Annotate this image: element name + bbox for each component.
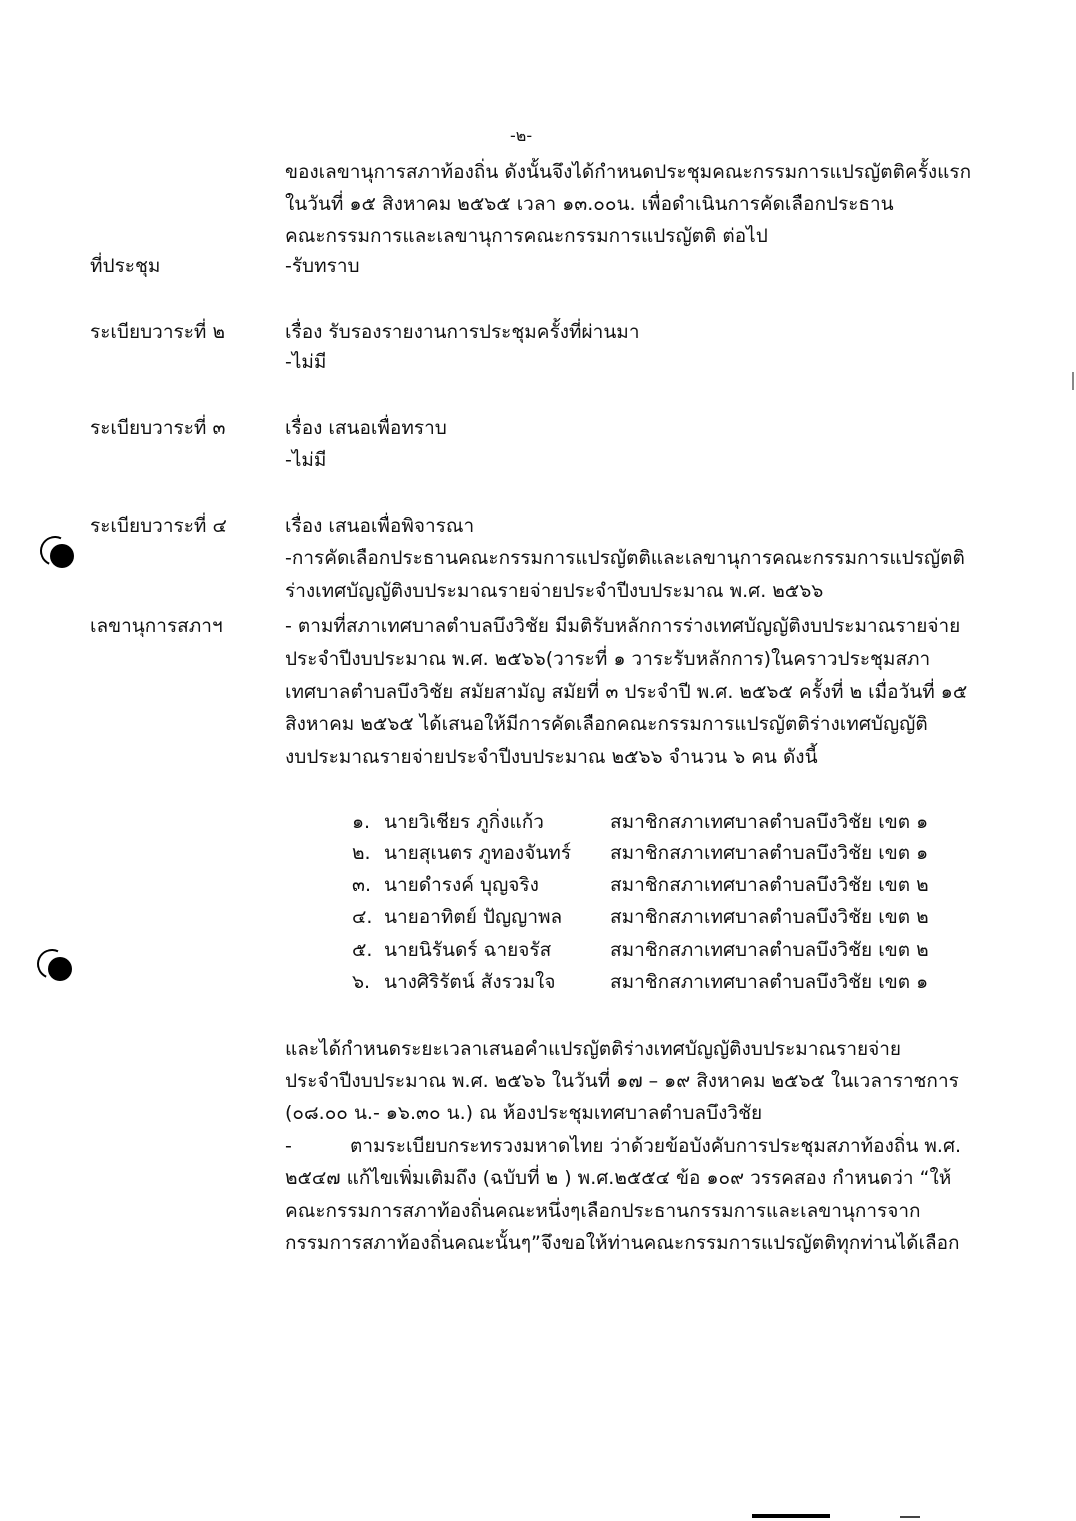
intro-line: ในวันที่ ๑๕ สิงหาคม ๒๕๖๕ เวลา ๑๓.๐๐น. เพื่อดำเนินการคัดเลือกประธาน [285, 193, 894, 215]
regulation-dash: - [285, 1135, 292, 1157]
member-number: ๔. [352, 906, 373, 928]
member-position: สมาชิกสภาเทศบาลตำบลบึงวิชัย เขต ๑ [610, 842, 929, 864]
meeting-label: ที่ประชุม [90, 255, 161, 277]
footer-rule [752, 1514, 830, 1518]
intro-line: ของเลขานุการสภาท้องถิ่น ดังนั้นจึงได้กำหนดประชุมคณะกรรมการแปรญัตติครั้งแรก [285, 161, 972, 183]
agenda-2-note: -ไม่มี [285, 351, 327, 373]
agenda-4-title: เรื่อง เสนอเพื่อพิจารณา [285, 515, 475, 537]
member-name: นายวิเชียร ภูกิ่งแก้ว [384, 811, 544, 833]
footer-mark [900, 1516, 920, 1518]
secretary-label: เลขานุการสภาฯ [90, 615, 223, 637]
closing-line: (๐๘.๐๐ น.- ๑๖.๓๐ น.) ณ ห้องประชุมเทศบาลตำบลบึงวิชัย [285, 1102, 763, 1124]
member-name: นายดำรงค์ บุญจริง [384, 874, 539, 896]
regulation-line: กรรมการสภาท้องถิ่นคณะนั้นๆ”จึงขอให้ท่านคณะกรรมการแปรญัตติทุกท่านได้เลือก [285, 1232, 960, 1254]
meeting-text: -รับทราบ [285, 255, 360, 277]
agenda-4-label: ระเบียบวาระที่ ๔ [90, 515, 227, 537]
agenda-4-line: ร่างเทศบัญญัติงบประมาณรายจ่ายประจำปีงบประมาณ พ.ศ. ๒๕๖๖ [285, 580, 824, 602]
regulation-line: ตามระเบียบกระทรวงมหาดไทย ว่าด้วยข้อบังคับการประชุมสภาท้องถิ่น พ.ศ. [350, 1135, 962, 1157]
edge-scan-mark [1072, 372, 1074, 390]
page-number: -๒- [510, 126, 533, 145]
agenda-2-label: ระเบียบวาระที่ ๒ [90, 321, 225, 343]
secretary-line: งบประมาณรายจ่ายประจำปีงบประมาณ ๒๕๖๖ จำนวน ๖ คน ดังนี้ [285, 746, 818, 768]
member-name: นายสุเนตร ภูทองจันทร์ [384, 842, 572, 864]
member-number: ๒. [352, 842, 371, 864]
member-position: สมาชิกสภาเทศบาลตำบลบึงวิชัย เขต ๑ [610, 811, 929, 833]
secretary-line: สิงหาคม ๒๕๖๕ ได้เสนอให้มีการคัดเลือกคณะกรรมการแปรญัตติร่างเทศบัญญัติ [285, 713, 928, 735]
member-position: สมาชิกสภาเทศบาลตำบลบึงวิชัย เขต ๒ [610, 906, 929, 928]
member-number: ๖. [352, 971, 371, 993]
member-number: ๓. [352, 874, 372, 896]
closing-line: ประจำปีงบประมาณ พ.ศ. ๒๕๖๖ ในวันที่ ๑๗ – ๑๙ สิงหาคม ๒๕๖๕ ในเวลาราชการ [285, 1070, 959, 1092]
agenda-3-note: -ไม่มี [285, 449, 327, 471]
member-position: สมาชิกสภาเทศบาลตำบลบึงวิชัย เขต ๒ [610, 939, 929, 961]
secretary-line: - ตามที่สภาเทศบาลตำบลบึงวิชัย มีมติรับหลักการร่างเทศบัญญัติงบประมาณรายจ่าย [285, 615, 961, 637]
agenda-2-title: เรื่อง รับรองรายงานการประชุมครั้งที่ผ่านมา [285, 321, 640, 343]
member-position: สมาชิกสภาเทศบาลตำบลบึงวิชัย เขต ๑ [610, 971, 929, 993]
agenda-3-title: เรื่อง เสนอเพื่อทราบ [285, 417, 447, 439]
secretary-line: ประจำปีงบประมาณ พ.ศ. ๒๕๖๖(วาระที่ ๑ วาระรับหลักการ)ในคราวประชุมสภา [285, 648, 931, 670]
closing-line: และได้กำหนดระยะเวลาเสนอคำแปรญัตติร่างเทศบัญญัติงบประมาณรายจ่าย [285, 1038, 902, 1060]
member-name: นายนิรันดร์ ฉายจรัส [384, 939, 552, 961]
member-name: นายอาทิตย์ ปัญญาพล [384, 906, 563, 928]
intro-line: คณะกรรมการและเลขานุการคณะกรรมการแปรญัตติ ต่อไป [285, 225, 768, 247]
member-position: สมาชิกสภาเทศบาลตำบลบึงวิชัย เขต ๒ [610, 874, 929, 896]
member-number: ๕. [352, 939, 373, 961]
agenda-4-line: -การคัดเลือกประธานคณะกรรมการแปรญัตติและเลขานุการคณะกรรมการแปรญัตติ [285, 547, 965, 569]
member-name: นางศิริรัตน์ สังรวมใจ [384, 971, 556, 993]
regulation-line: คณะกรรมการสภาท้องถิ่นคณะหนึ่งๆเลือกประธานกรรมการและเลขานุการจาก [285, 1200, 921, 1222]
agenda-3-label: ระเบียบวาระที่ ๓ [90, 417, 226, 439]
member-number: ๑. [352, 811, 371, 833]
regulation-line: ๒๕๔๗ แก้ไขเพิ่มเติมถึง (ฉบับที่ ๒ ) พ.ศ.๒๕๕๔ ข้อ ๑๐๙ วรรคสอง กำหนดว่า “ให้ [285, 1167, 952, 1189]
secretary-line: เทศบาลตำบลบึงวิชัย สมัยสามัญ สมัยที่ ๓ ประจำปี พ.ศ. ๒๕๖๕ ครั้งที่ ๒ เมื่อวันที่ ๑๕ [285, 681, 968, 703]
